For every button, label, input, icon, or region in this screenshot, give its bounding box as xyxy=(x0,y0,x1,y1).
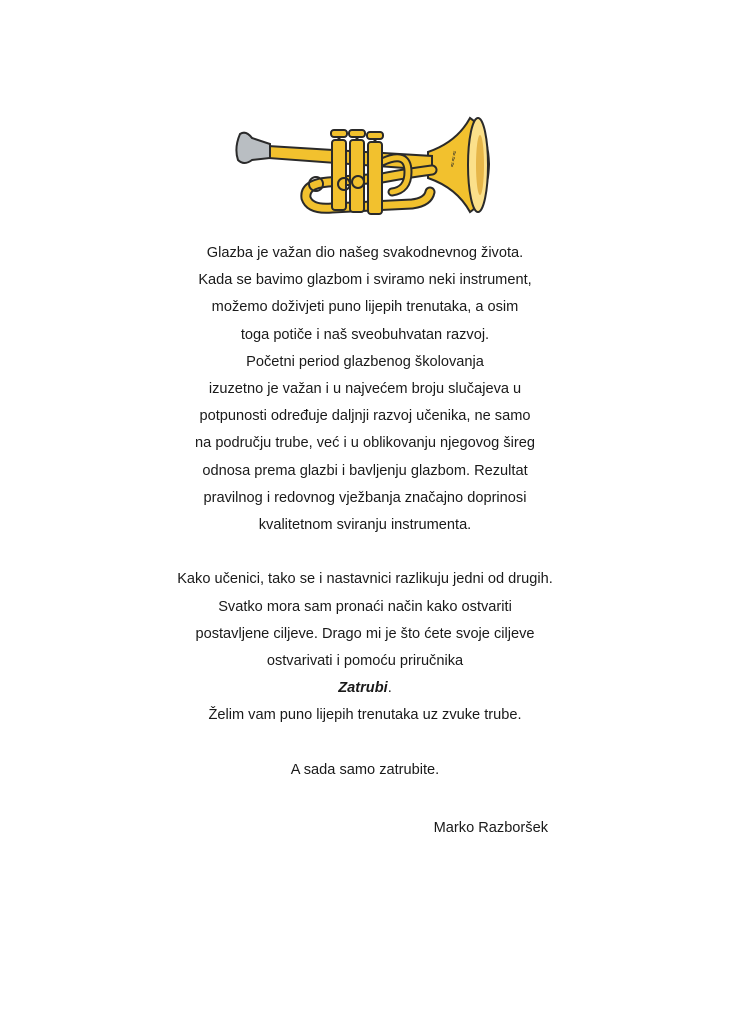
svg-text:≈≈≈: ≈≈≈ xyxy=(448,149,460,169)
book-title-line xyxy=(150,675,580,702)
text-line: možemo doživjeti puno lijepih trenutaka, a osim xyxy=(211,299,519,316)
text-line: Svatko mora sam pronaći način kako ostvariti xyxy=(218,598,512,615)
trumpet-mouthpiece xyxy=(236,133,270,163)
text-line: potpunosti određuje daljnji razvoj učenika, ne samo xyxy=(199,408,531,425)
text-line: Početni period glazbenog školovanja xyxy=(246,353,484,370)
poem-text-block xyxy=(150,240,580,784)
text-line: odnosa prema glazbi i bavljenju glazbom. Rezultat xyxy=(202,462,528,479)
paragraph-gap xyxy=(150,539,580,566)
text-line: izuzetno je važan i u najvećem broju slučajeva u xyxy=(208,381,522,398)
trumpet-valve-1 xyxy=(332,140,346,210)
text-line: kvalitetnom sviranju instrumenta. xyxy=(258,517,472,534)
trumpet-valve-3 xyxy=(368,142,382,214)
closing-line: A sada samo zatrubite. xyxy=(290,761,440,778)
paragraph-gap xyxy=(150,730,580,757)
text-line: Kako učenici, tako se i nastavnici razlikuju jedni od drugih. xyxy=(177,571,553,588)
book-title-suffix: . xyxy=(387,680,392,697)
text-line: toga potiče i naš sveobuhvatan razvoj. xyxy=(240,326,490,343)
text-line: postavljene ciljeve. Drago mi je što ćete svoje ciljeve xyxy=(195,625,535,642)
author-signature: Marko Razboršek xyxy=(433,820,548,836)
text-line: Glazba je važan dio našeg svakodnevnog života. xyxy=(206,245,524,261)
trumpet-icon xyxy=(232,112,494,224)
text-line: Kada se bavimo glazbom i sviramo neki instrument, xyxy=(198,272,532,289)
wish-line: Želim vam puno lijepih trenutaka uz zvuke trube. xyxy=(208,707,522,724)
text-line: na području trube, već i u oblikovanju njegovog šireg xyxy=(195,435,535,452)
text-line: pravilnog i redovnog vježbanja značajno doprinosi xyxy=(203,489,527,506)
text-line: ostvarivati i pomoću priručnika xyxy=(266,653,464,670)
book-title: Zatrubi xyxy=(338,680,388,697)
